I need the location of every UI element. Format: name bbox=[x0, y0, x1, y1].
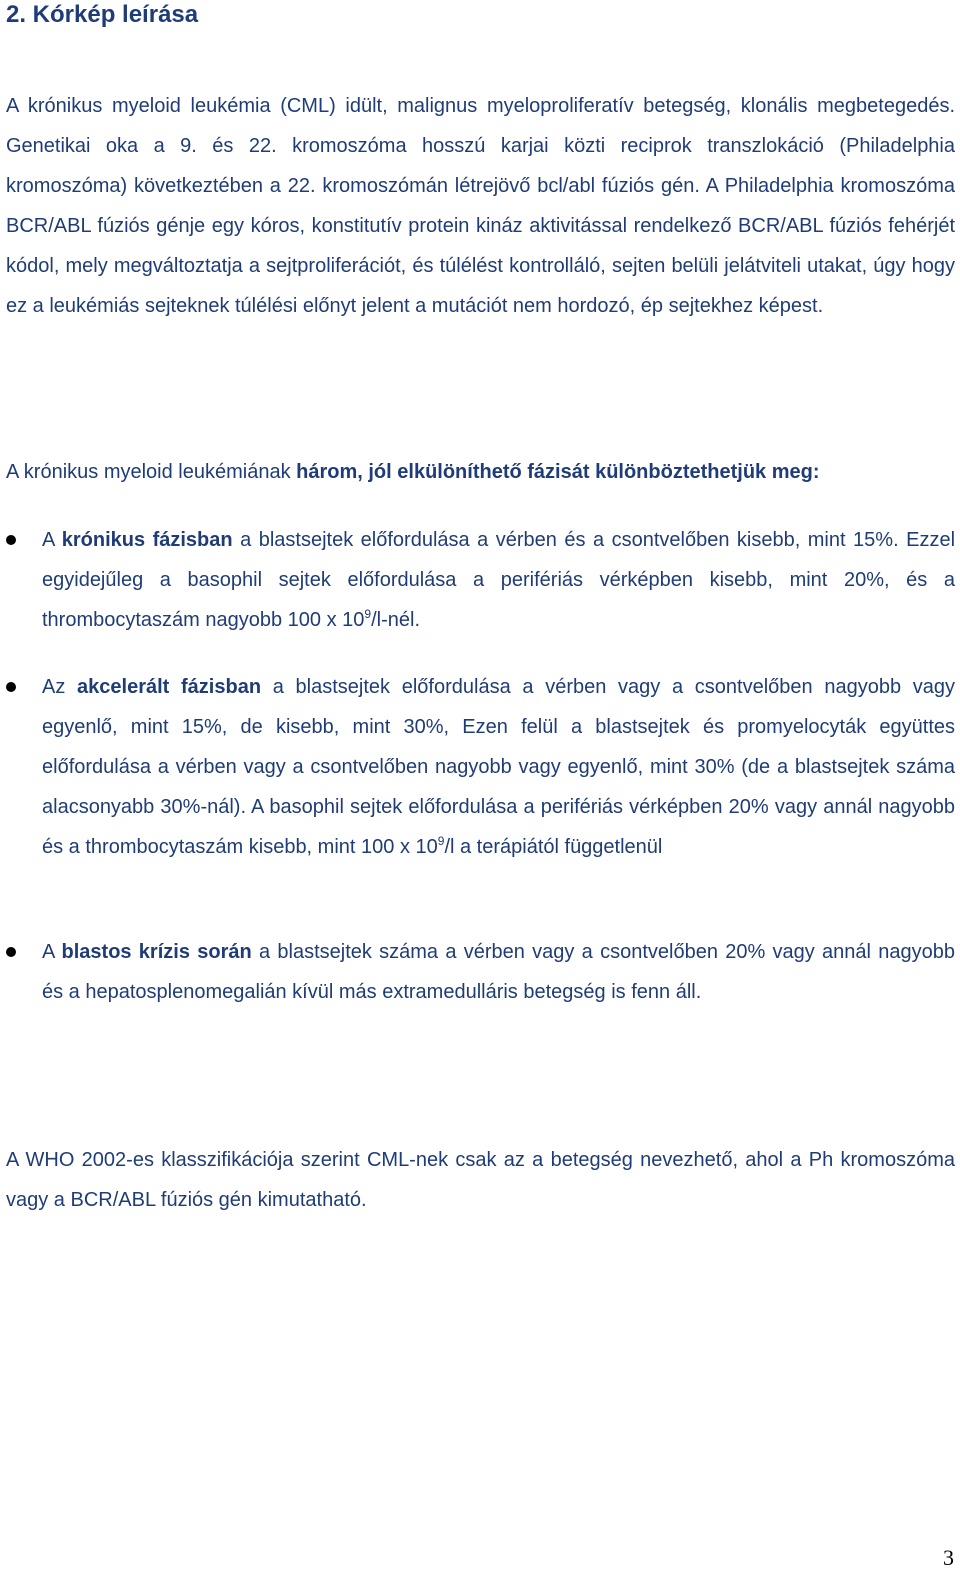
blast-crisis-item bbox=[42, 932, 955, 1012]
who-classification-paragraph: A WHO 2002-es klasszifikációja szerint CML-nek csak az a betegség nevezhető, ahol a Ph kromoszóma vagy a BCR/ABL fúziós gén kimutatható. bbox=[6, 1149, 955, 1211]
bullet-text: a blastsejtek száma a vérben vagy a csontvelőben 20% vagy annál nagyobb és a hepatosplenomegalián kívül más extramedulláris betegség is fenn áll. bbox=[42, 941, 955, 1003]
bullet-text: a blastsejtek előfordulása a vérben és a csontvelőben kisebb, mint 15%. Ezzel egyidejűleg a basophil sejtek előfordulása a perifériás vérképben kisebb, mint 20%, és a thrombocytaszám nagyobb 100 x 10 bbox=[42, 529, 956, 631]
bullet-emphasis: blastos krízis során bbox=[61, 941, 252, 963]
intro-paragraph: A krónikus myeloid leukémia (CML) idült, malignus myeloproliferatív betegség, klonális megbetegedés. Genetikai oka a 9. és 22. kromoszóma hosszú karjai közti reciprok transzlokáció (Philadelphia kromoszóma) következtében a 22. kromoszómán létrejövő bcl/abl fúziós gén. A Philadelphia kromoszóma BCR/ABL fúziós génje egy kóros, konstitutív protein kináz aktivitással rendelkező BCR/ABL fúziós fehérjét kódol, mely megváltoztatja a sejtproliferációt, és túlélést kontrolláló, sejten belüli jelátviteli utakat, úgy hogy ez a leukémiás sejteknek túlélési előnyt jelent a mutációt nem hordozó, ép sejtekhez képest. bbox=[6, 95, 955, 317]
bullet-text: a blastsejtek előfordulása a vérben vagy a csontvelőben nagyobb vagy egyenlő, mint 15%, de kisebb, mint 30%, Ezen felül a blastsejtek és promyelocyták együttes előfordulása a vérben vagy a csontvelőben nagyobb vagy egyenlő, mint 30% (de a blastsejtek száma alacsonyabb 30%-nál). A basophil sejtek előfordulása a perifériás vérképben 20% vagy annál nagyobb és a thrombocytaszám kisebb, mint 100 x 10 bbox=[42, 676, 955, 858]
page-number: 3 bbox=[943, 1545, 954, 1570]
accelerated-phase-item bbox=[42, 667, 955, 867]
bullet-text: Az bbox=[42, 676, 78, 698]
bullet-emphasis: krónikus fázisban bbox=[61, 529, 233, 551]
bullet-icon bbox=[6, 947, 16, 957]
bullet-icon bbox=[6, 682, 16, 692]
bullet-icon bbox=[6, 535, 16, 545]
bullet-text: A bbox=[42, 529, 62, 551]
section-heading: 2. Kórkép leírása bbox=[6, 1, 199, 28]
bullet-emphasis: akcelerált fázisban bbox=[77, 676, 262, 698]
bullet-text: /l-nél. bbox=[371, 609, 421, 631]
bullet-text: A bbox=[42, 941, 62, 963]
phases-intro-emphasis: három, jól elkülöníthető fázisát különböztethetjük meg: bbox=[296, 461, 820, 483]
superscript: 9 bbox=[364, 607, 372, 621]
superscript: 9 bbox=[437, 834, 445, 848]
phases-intro-paragraph bbox=[6, 452, 955, 492]
chronic-phase-item bbox=[42, 520, 955, 640]
bullet-text: /l a terápiától függetlenül bbox=[444, 836, 663, 858]
phases-intro-text: A krónikus myeloid leukémiának bbox=[6, 461, 297, 483]
